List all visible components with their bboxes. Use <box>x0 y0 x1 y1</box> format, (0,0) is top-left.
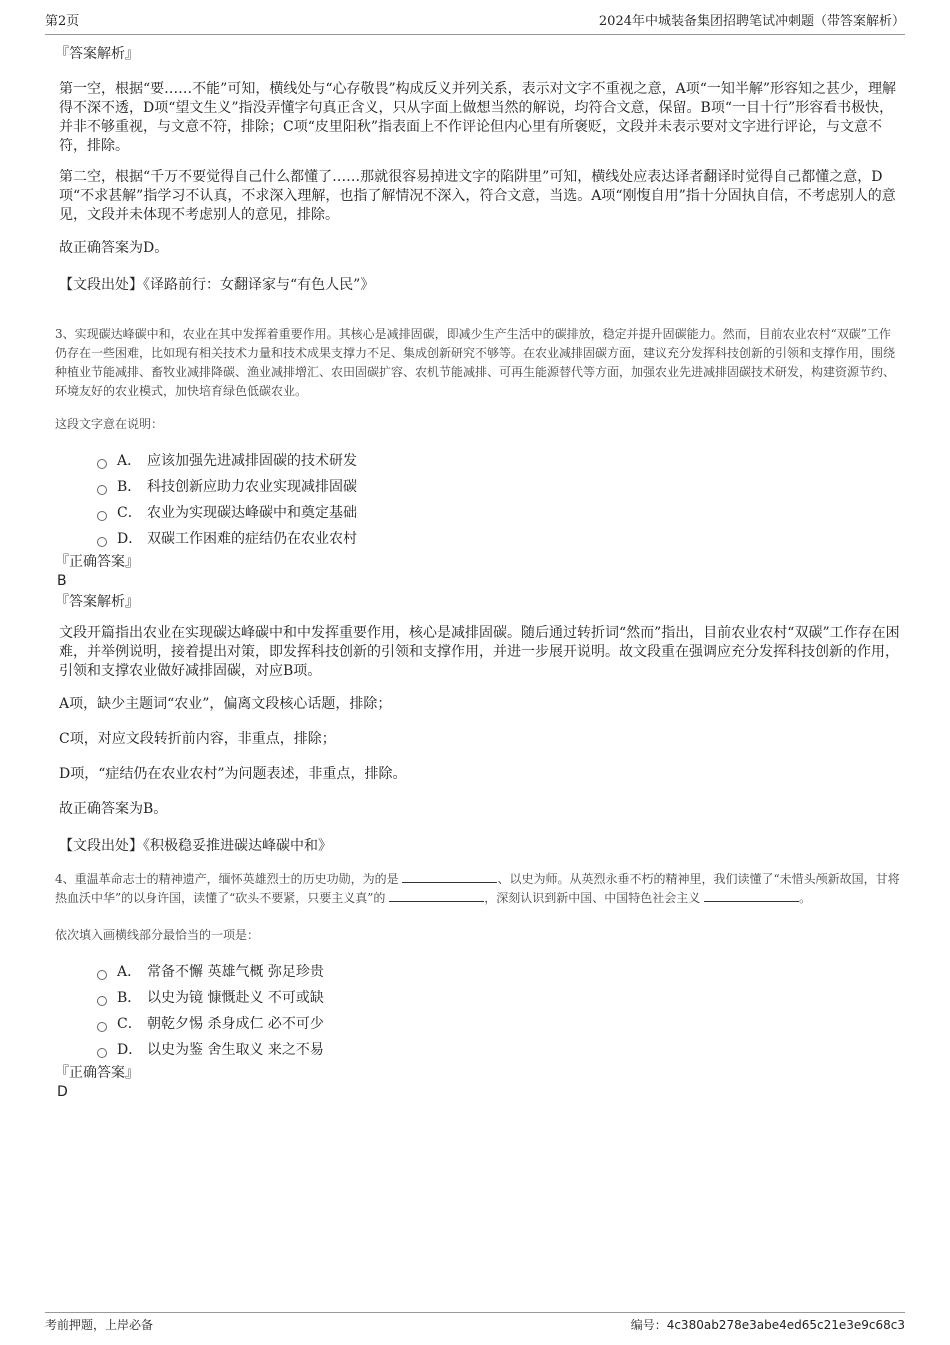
q3-answer-title: 『正确答案』 <box>55 554 139 570</box>
q3-source: 【文段出处】《积极稳妥推进碳达峰碳中和》 <box>59 838 332 854</box>
footer-slogan: 考前押题，上岸必备 <box>45 1318 154 1332</box>
q3-option-b[interactable]: B． 科技创新应助力农业实现减排固碳 <box>55 474 900 500</box>
q3-analysis-4: D项，“症结仍在农业农村”为问题表述，非重点，排除。 <box>59 766 407 782</box>
radio-icon[interactable] <box>97 996 107 1006</box>
fill-blank-1 <box>402 870 497 883</box>
q3-option-a[interactable]: A． 应该加强先进减排固碳的技术研发 <box>55 448 900 474</box>
q3-answer: B <box>57 573 67 589</box>
q4-prompt: 依次填入画横线部分最恰当的一项是： <box>55 928 260 942</box>
q3-prompt: 这段文字意在说明： <box>55 417 164 431</box>
q3-option-c[interactable]: C． 农业为实现碳达峰碳中和奠定基础 <box>55 500 900 526</box>
q4-option-b[interactable]: B． 以史为镜 慷慨赴义 不可或缺 <box>55 985 900 1011</box>
page-footer <box>45 1312 905 1335</box>
radio-icon[interactable] <box>97 1048 107 1058</box>
q3-conclusion: 故正确答案为B。 <box>59 801 168 817</box>
document-title: 2024年中城装备集团招聘笔试冲刺题（带答案解析） <box>598 14 905 29</box>
radio-icon[interactable] <box>97 459 107 469</box>
radio-icon[interactable] <box>97 970 107 980</box>
q3-analysis-title: 『答案解析』 <box>55 594 139 610</box>
q4-options <box>55 959 900 1063</box>
page-header <box>45 12 905 35</box>
q3-analysis-2: A项，缺少主题词“农业”，偏离文段核心话题，排除； <box>59 696 392 712</box>
q2-analysis-para2: 第二空，根据“千万不要觉得自己什么都懂了……那就很容易掉进文字的陷阱里”可知，横线处应表达译者翻译时觉得自己都懂之意，D项“不求甚解”指学习不认真，不求深入理解，也指了解情况不深入，符合文意，当选。A项“刚愎自用”指十分固执自信，不考虑别人的意见，文段并未体现不考虑别人的意见，排除。 <box>59 169 896 223</box>
q3-analysis-3: C项，对应文段转折前内容，非重点，排除； <box>59 731 336 747</box>
radio-icon[interactable] <box>97 537 107 547</box>
radio-icon[interactable] <box>97 1022 107 1032</box>
q3-stem: 3、实现碳达峰碳中和，农业在其中发挥着重要作用。其核心是减排固碳，即减少生产生活中的碳排放，稳定并提升固碳能力。然而，目前农业农村“双碳”工作仍存在一些困难，比如现有相关技术力量和技术成果支撑力不足、集成创新研究不够等。在农业减排固碳方面，建议充分发挥科技创新的引领和支撑作用，围绕种植业节能减排、畜牧业减排降碳、渔业减排增汇、农田固碳扩容、农机节能减排、可再生能源替代等方面，加强农业先进减排固碳技术研发，构建资源节约、环境友好的农业模式，加快培育绿色低碳农业。 <box>55 327 896 398</box>
q4-option-a[interactable]: A． 常备不懈 英雄气概 弥足珍贵 <box>55 959 900 985</box>
q2-analysis-title: 『答案解析』 <box>55 46 139 62</box>
q2-source: 【文段出处】《译路前行：女翻译家与“有色人民”》 <box>59 277 375 293</box>
q2-analysis-para1: 第一空，根据“要……不能”可知，横线处与“心存敬畏”构成反义并列关系，表示对文字不重视之意，A项“一知半解”形容知之甚少，理解得不深不透，D项“望文生义”指没弄懂字句真正含义，只从字面上做想当然的解说，均符合文意，保留。B项“一目十行”形容看书极快，并非不够重视，与文意不符，排除；C项“皮里阳秋”指表面上不作评论但内心里有所褒贬，文段并未表示要对文字进行评论，与文意不符，排除。 <box>59 81 897 154</box>
radio-icon[interactable] <box>97 485 107 495</box>
fill-blank-2 <box>389 889 484 902</box>
footer-code: 编号：4c380ab278e3abe4ed65c21e3e9c68c3 <box>630 1318 905 1332</box>
radio-icon[interactable] <box>97 511 107 521</box>
q4-option-d[interactable]: D． 以史为鉴 舍生取义 来之不易 <box>55 1037 900 1063</box>
q4-answer-title: 『正确答案』 <box>55 1065 139 1081</box>
fill-blank-3 <box>704 889 799 902</box>
q4-stem: 4、重温革命志士的精神遗产，缅怀英雄烈士的历史功勋，为的是 、以史为师。从英烈永垂不朽的精神里，我们读懂了“未惜头颅新故国，甘将热血沃中华”的以身许国，读懂了“砍头不要紧，只要主义真”的 ，深刻认识到新中国、中国特色社会主义 。 <box>55 872 900 905</box>
q3-options <box>55 448 900 552</box>
q2-conclusion: 故正确答案为D。 <box>59 240 169 256</box>
q3-analysis-1: 文段开篇指出农业在实现碳达峰碳中和中发挥重要作用，核心是减排固碳。随后通过转折词“然而”指出，目前农业农村“双碳”工作存在困难，并举例说明，接着提出对策，即发挥科技创新的引领和支撑作用，并进一步展开说明。故文段重在强调应充分发挥科技创新的作用，引领和支撑农业做好减排固碳，对应B项。 <box>59 625 900 679</box>
q3-option-d[interactable]: D． 双碳工作困难的症结仍在农业农村 <box>55 526 900 552</box>
q4-answer: D <box>57 1084 68 1100</box>
q4-option-c[interactable]: C． 朝乾夕惕 杀身成仁 必不可少 <box>55 1011 900 1037</box>
page-number: 第2页 <box>45 14 80 29</box>
page-content <box>55 44 900 1101</box>
